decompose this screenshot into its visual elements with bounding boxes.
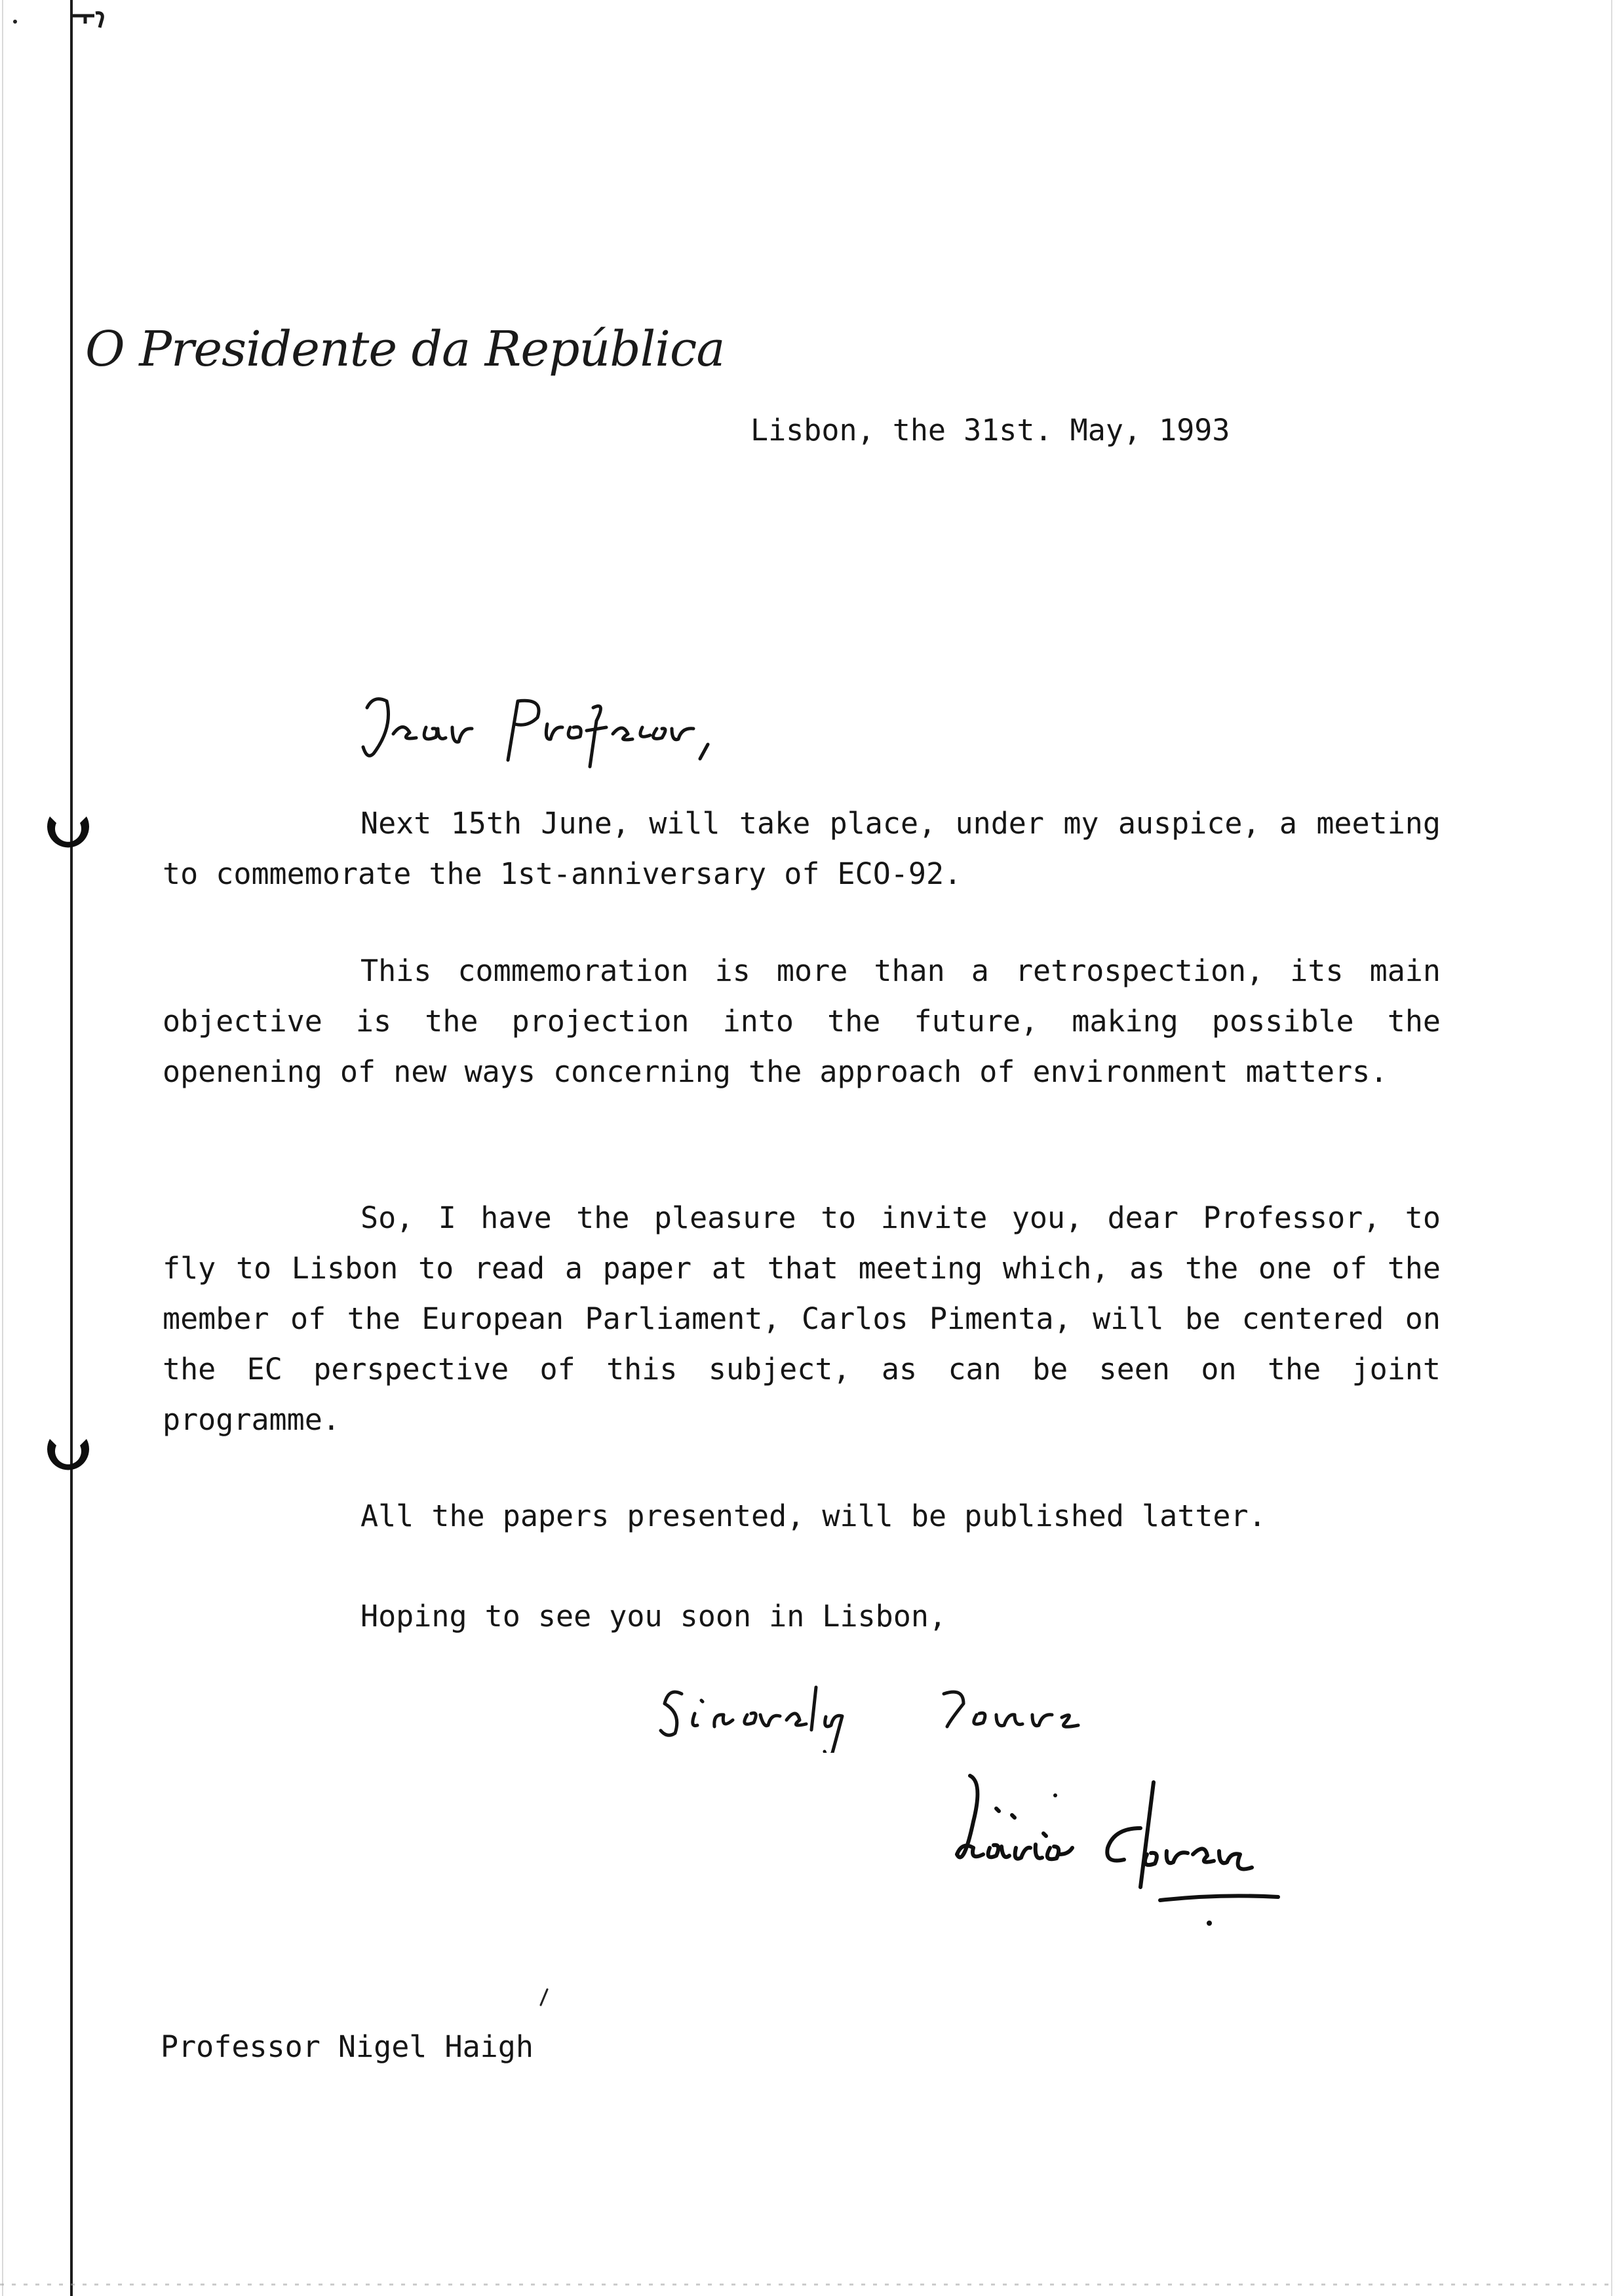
punch-hole-icon: [41, 1428, 96, 1483]
handwritten-signature: [944, 1756, 1285, 1966]
binder-margin-line: [70, 0, 73, 2296]
paragraph-4: All the papers presented, will be published latter.: [360, 1499, 1266, 1533]
letter-date: Lisbon, the 31st. May, 1993: [750, 413, 1230, 448]
paragraph-2: [163, 946, 1441, 1097]
punch-hole-icon: [41, 806, 96, 861]
paragraph-2-text: This commemoration is more than a retrospection, its main objective is the projection into the future, making possible the openening of new ways concerning the approach of environment matters.: [163, 953, 1441, 1089]
scan-edge-right: [1611, 0, 1612, 2296]
scan-bottom-noise: [0, 2284, 1615, 2286]
paragraph-1-text: Next 15th June, will take place, under my auspice, a meeting to commemorate the 1st-anniversary of ECO-92.: [163, 806, 1441, 891]
paragraph-1: [163, 798, 1441, 899]
pen-tick-mark: [534, 1985, 554, 2012]
letterhead: O Presidente da República: [85, 321, 725, 377]
paragraph-5: Hoping to see you soon in Lisbon,: [360, 1599, 947, 1634]
corner-mark-icon: [66, 9, 118, 35]
handwritten-closing: [655, 1668, 1114, 1753]
handwritten-salutation: [354, 681, 734, 780]
paragraph-3-text: So, I have the pleasure to invite you, dear Professor, to fly to Lisbon to read a paper at that meeting which, as the one of the member of the European Parliament, Carlos Pimenta, will be centered on the EC perspective of this subject, as can be seen on the joint programme.: [163, 1200, 1441, 1437]
scan-edge-left: [2, 0, 3, 2296]
addressee: Professor Nigel Haigh: [161, 2029, 534, 2064]
paragraph-3: [163, 1193, 1441, 1445]
scan-dot: [13, 20, 17, 24]
